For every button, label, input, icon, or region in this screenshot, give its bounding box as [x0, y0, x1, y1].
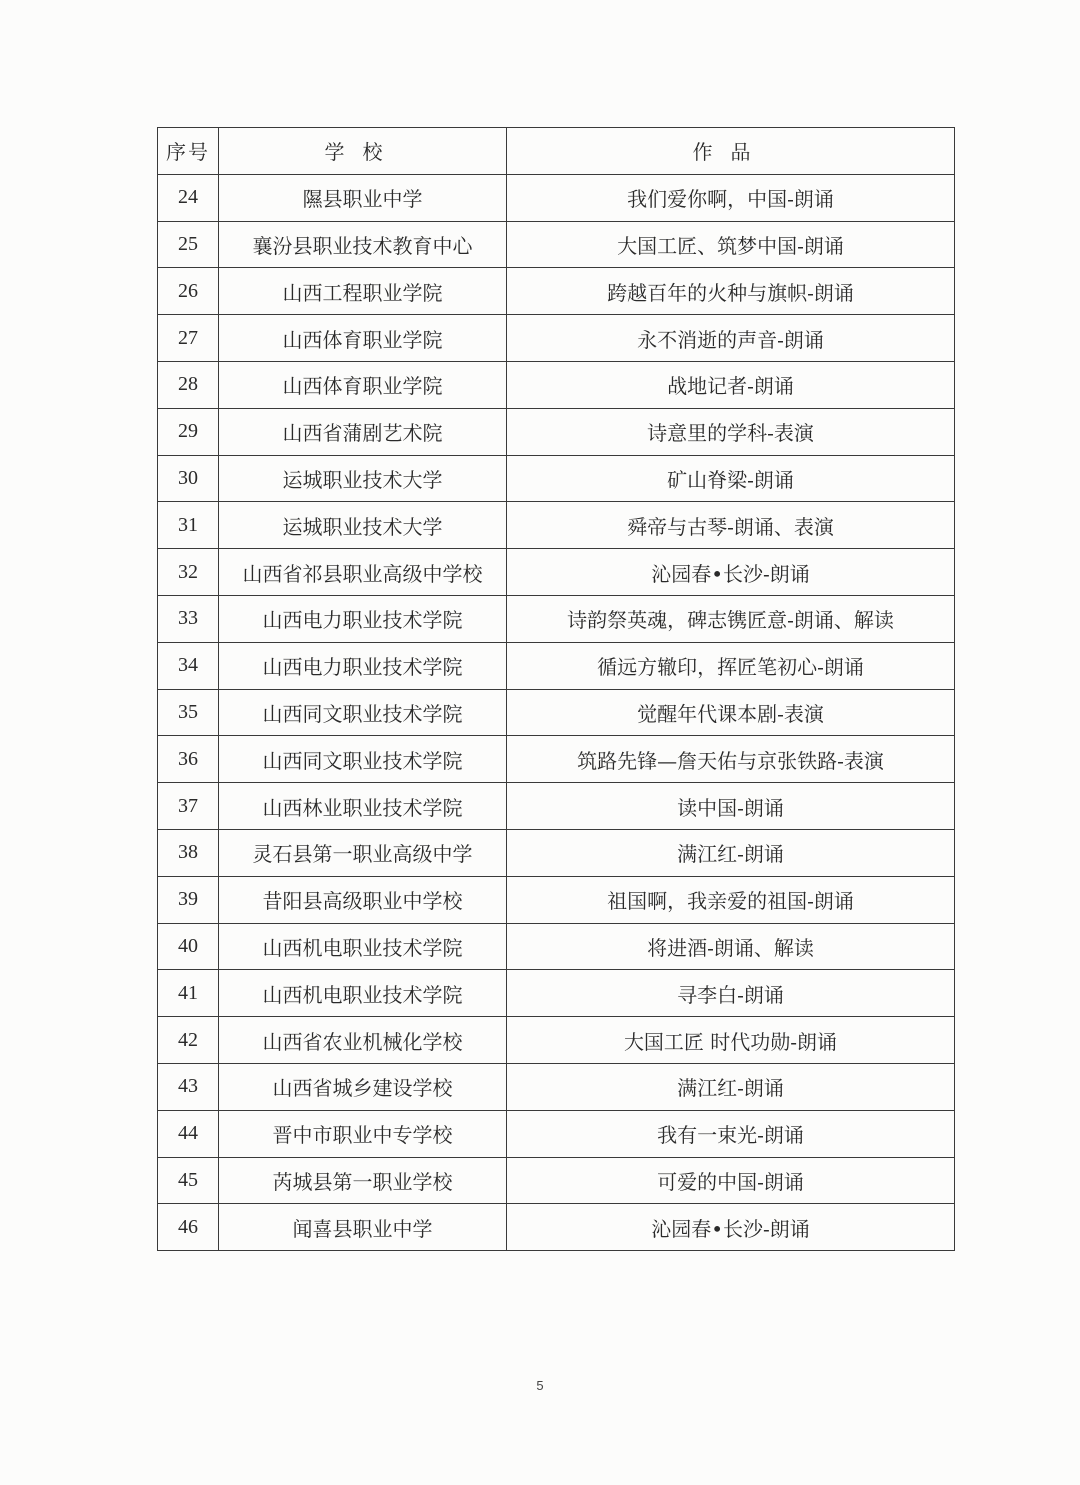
school-cell: 昔阳县高级职业中学校	[219, 876, 507, 923]
work-cell: 我们爱你啊，中国-朗诵	[507, 174, 955, 221]
table-row	[158, 1204, 955, 1251]
table-row	[158, 970, 955, 1017]
table-row	[158, 221, 955, 268]
row-number-cell: 36	[158, 736, 219, 783]
work-cell: 大国工匠、筑梦中国-朗诵	[507, 221, 955, 268]
table-row	[158, 361, 955, 408]
school-cell: 山西省蒲剧艺术院	[219, 408, 507, 455]
work-cell: 循远方辙印，挥匠笔初心-朗诵	[507, 642, 955, 689]
school-cell: 隰县职业中学	[219, 174, 507, 221]
school-cell: 山西机电职业技术学院	[219, 923, 507, 970]
school-cell: 晋中市职业中专学校	[219, 1110, 507, 1157]
table-row	[158, 174, 955, 221]
row-number-cell: 38	[158, 829, 219, 876]
work-cell: 可爱的中国-朗诵	[507, 1157, 955, 1204]
school-cell: 运城职业技术大学	[219, 502, 507, 549]
work-cell: 沁园春•长沙-朗诵	[507, 1204, 955, 1251]
row-number-cell: 34	[158, 642, 219, 689]
header-number: 序号	[158, 128, 219, 175]
row-number-cell: 37	[158, 783, 219, 830]
school-cell: 山西省农业机械化学校	[219, 1017, 507, 1064]
table-body	[158, 174, 955, 1250]
work-cell: 大国工匠 时代功勋-朗诵	[507, 1017, 955, 1064]
work-cell: 战地记者-朗诵	[507, 361, 955, 408]
table-row	[158, 736, 955, 783]
school-cell: 山西同文职业技术学院	[219, 736, 507, 783]
work-cell: 沁园春•长沙-朗诵	[507, 549, 955, 596]
header-work: 作品	[507, 128, 955, 175]
row-number-cell: 28	[158, 361, 219, 408]
work-cell: 满江红-朗诵	[507, 1063, 955, 1110]
row-number-cell: 24	[158, 174, 219, 221]
school-cell: 山西体育职业学院	[219, 361, 507, 408]
work-cell: 永不消逝的声音-朗诵	[507, 315, 955, 362]
table-row	[158, 1017, 955, 1064]
work-cell: 诗意里的学科-表演	[507, 408, 955, 455]
school-cell: 襄汾县职业技术教育中心	[219, 221, 507, 268]
work-cell: 满江红-朗诵	[507, 829, 955, 876]
school-cell: 灵石县第一职业高级中学	[219, 829, 507, 876]
table-row	[158, 1157, 955, 1204]
school-cell: 芮城县第一职业学校	[219, 1157, 507, 1204]
table-row	[158, 315, 955, 362]
school-cell: 山西电力职业技术学院	[219, 642, 507, 689]
row-number-cell: 44	[158, 1110, 219, 1157]
school-cell: 山西省城乡建设学校	[219, 1063, 507, 1110]
table-row	[158, 1063, 955, 1110]
table-row	[158, 783, 955, 830]
row-number-cell: 33	[158, 595, 219, 642]
row-number-cell: 32	[158, 549, 219, 596]
table-row	[158, 502, 955, 549]
works-table	[157, 127, 955, 1251]
header-school: 学校	[219, 128, 507, 175]
table-header-row	[158, 128, 955, 175]
row-number-cell: 46	[158, 1204, 219, 1251]
work-cell: 祖国啊，我亲爱的祖国-朗诵	[507, 876, 955, 923]
work-cell: 舜帝与古琴-朗诵、表演	[507, 502, 955, 549]
row-number-cell: 42	[158, 1017, 219, 1064]
table-row	[158, 689, 955, 736]
table-row	[158, 642, 955, 689]
work-cell: 我有一束光-朗诵	[507, 1110, 955, 1157]
row-number-cell: 41	[158, 970, 219, 1017]
school-cell: 山西林业职业技术学院	[219, 783, 507, 830]
school-cell: 山西体育职业学院	[219, 315, 507, 362]
school-cell: 山西电力职业技术学院	[219, 595, 507, 642]
work-cell: 将进酒-朗诵、解读	[507, 923, 955, 970]
work-cell: 跨越百年的火种与旗帜-朗诵	[507, 268, 955, 315]
row-number-cell: 39	[158, 876, 219, 923]
row-number-cell: 26	[158, 268, 219, 315]
row-number-cell: 45	[158, 1157, 219, 1204]
work-cell: 诗韵祭英魂，碑志镌匠意-朗诵、解读	[507, 595, 955, 642]
row-number-cell: 31	[158, 502, 219, 549]
table-row	[158, 455, 955, 502]
page-number: 5	[536, 1378, 544, 1393]
row-number-cell: 40	[158, 923, 219, 970]
table-row	[158, 876, 955, 923]
row-number-cell: 27	[158, 315, 219, 362]
work-cell: 筑路先锋—詹天佑与京张铁路-表演	[507, 736, 955, 783]
school-cell: 运城职业技术大学	[219, 455, 507, 502]
table-row	[158, 923, 955, 970]
table-row	[158, 408, 955, 455]
school-cell: 闻喜县职业中学	[219, 1204, 507, 1251]
table-row	[158, 829, 955, 876]
school-cell: 山西同文职业技术学院	[219, 689, 507, 736]
work-cell: 觉醒年代课本剧-表演	[507, 689, 955, 736]
school-cell: 山西省祁县职业高级中学校	[219, 549, 507, 596]
table-row	[158, 1110, 955, 1157]
work-cell: 寻李白-朗诵	[507, 970, 955, 1017]
table-row	[158, 549, 955, 596]
table-row	[158, 595, 955, 642]
work-cell: 矿山脊梁-朗诵	[507, 455, 955, 502]
row-number-cell: 43	[158, 1063, 219, 1110]
row-number-cell: 35	[158, 689, 219, 736]
work-cell: 读中国-朗诵	[507, 783, 955, 830]
table-row	[158, 268, 955, 315]
row-number-cell: 29	[158, 408, 219, 455]
row-number-cell: 25	[158, 221, 219, 268]
row-number-cell: 30	[158, 455, 219, 502]
school-cell: 山西工程职业学院	[219, 268, 507, 315]
school-cell: 山西机电职业技术学院	[219, 970, 507, 1017]
